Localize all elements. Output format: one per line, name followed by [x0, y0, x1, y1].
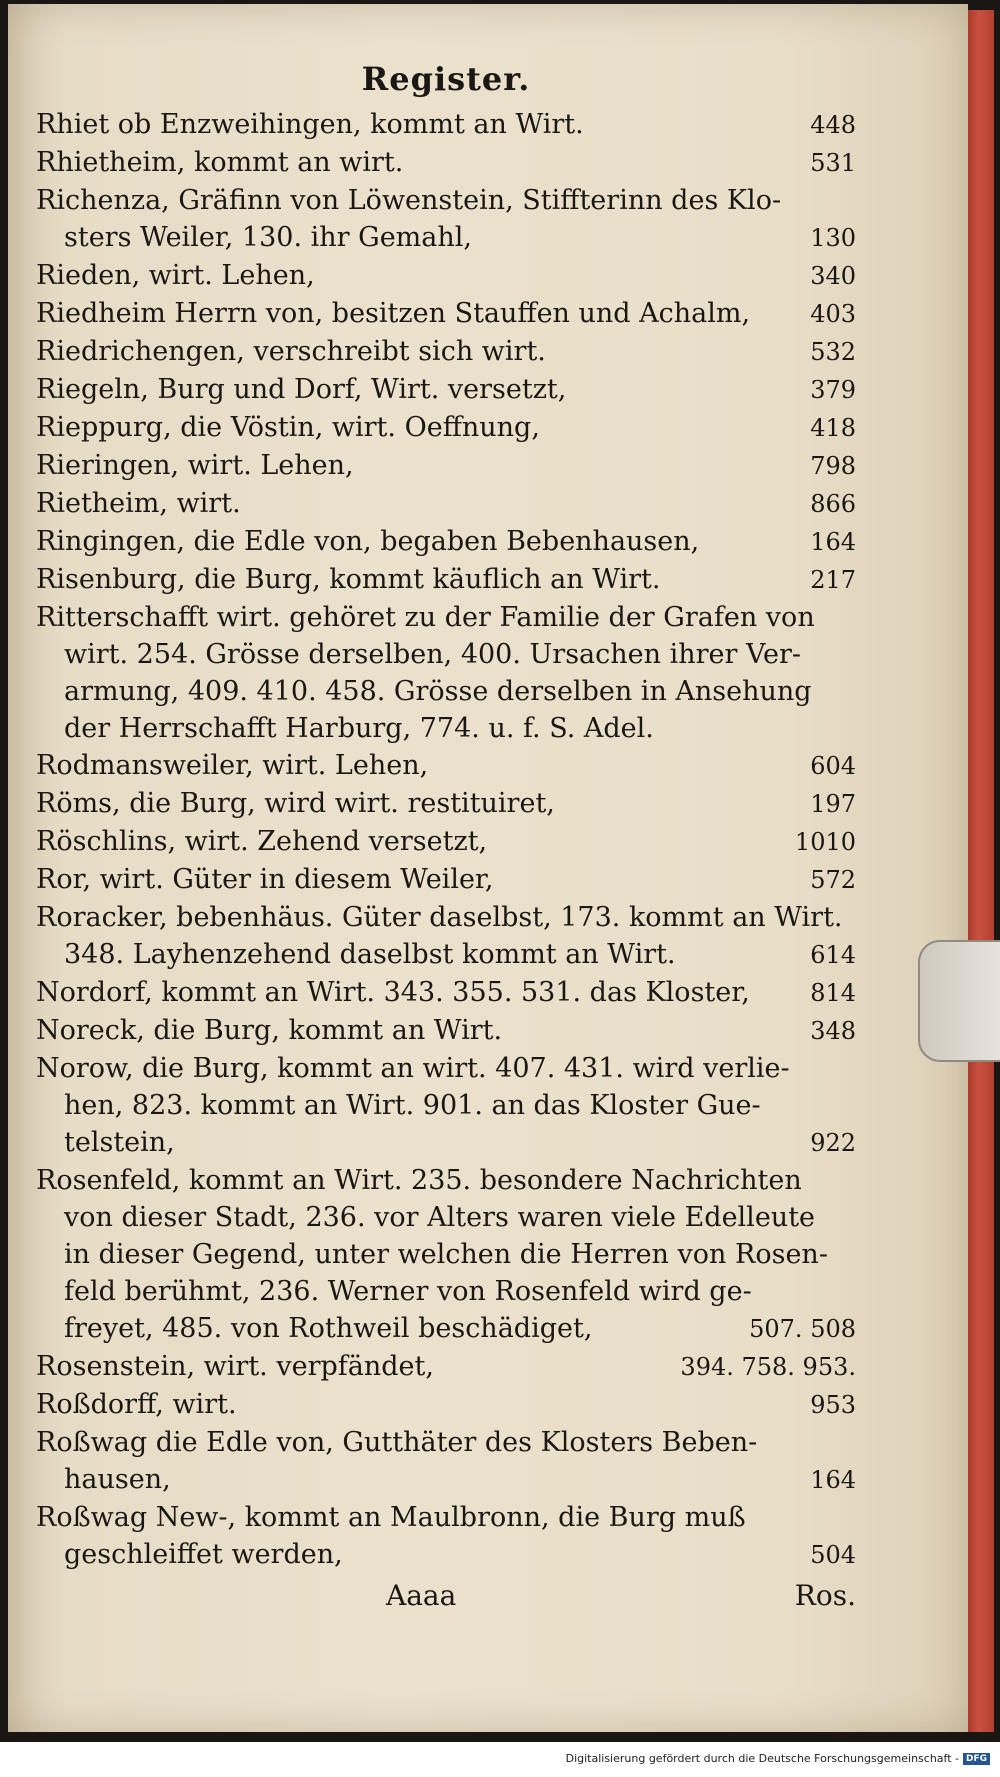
page-reference: 814 — [810, 979, 856, 1007]
credit-line — [566, 1752, 990, 1765]
entry-text: geschleiffet werden, — [64, 1539, 343, 1570]
signature-mark: Aaaa — [386, 1579, 457, 1612]
register-entry — [36, 899, 856, 974]
entry-text: Rhiet ob Enzweihingen, kommt an Wirt. — [36, 109, 584, 140]
entry-text: feld berühmt, 236. Werner von Rosenfeld wird ge- — [64, 1276, 752, 1307]
entry-text: 348. Layhenzehend daselbst kommt an Wirt. — [64, 939, 676, 970]
entry-text: Rieringen, wirt. Lehen, — [36, 450, 354, 481]
entry-line — [36, 1348, 856, 1386]
entry-line — [36, 823, 856, 861]
entry-line — [36, 1424, 856, 1461]
catchword: Ros. — [794, 1579, 856, 1612]
register-entry — [36, 823, 856, 861]
entry-line — [36, 1124, 856, 1162]
page-reference: 1010 — [794, 828, 856, 856]
entry-line — [36, 295, 856, 333]
register-entry — [36, 295, 856, 333]
entry-line — [36, 1536, 856, 1574]
register-entry — [36, 1424, 856, 1499]
entry-line — [36, 936, 856, 974]
register-entry — [36, 1386, 856, 1424]
dfg-logo: DFG — [963, 1753, 990, 1765]
entry-line — [36, 144, 856, 182]
entry-line — [36, 1199, 856, 1236]
register-entry — [36, 485, 856, 523]
entry-text: Noreck, die Burg, kommt an Wirt. — [36, 1015, 503, 1046]
book-edge — [968, 10, 994, 1732]
register-entry — [36, 333, 856, 371]
entry-line — [36, 409, 856, 447]
page-reference: 164 — [810, 528, 856, 556]
register-entry — [36, 1012, 856, 1050]
scan-clip-tab — [918, 940, 1000, 1062]
entry-line — [36, 673, 856, 710]
entry-line — [36, 1461, 856, 1499]
entry-line — [36, 1386, 856, 1424]
page-reference: 531 — [810, 149, 856, 177]
page-reference: 953 — [810, 1391, 856, 1419]
page-reference: 572 — [810, 866, 856, 894]
entry-line — [36, 1162, 856, 1199]
page-reference: 532 — [810, 338, 856, 366]
entry-text: Röms, die Burg, wird wirt. restituiret, — [36, 788, 555, 819]
entry-text: Roßwag die Edle von, Gutthäter des Klosters Beben- — [36, 1427, 758, 1458]
entry-text: freyet, 485. von Rothweil beschädiget, — [64, 1313, 593, 1344]
entry-line — [36, 599, 856, 636]
entry-text: hen, 823. kommt an Wirt. 901. an das Kloster Gue- — [64, 1090, 761, 1121]
entry-line — [36, 371, 856, 409]
page-reference: 403 — [810, 300, 856, 328]
entry-text: Rodmansweiler, wirt. Lehen, — [36, 750, 429, 781]
entry-text: armung, 409. 410. 458. Grösse derselben in Ansehung — [64, 676, 812, 707]
register-entry — [36, 785, 856, 823]
register-entry — [36, 257, 856, 295]
register-entry — [36, 106, 856, 144]
entry-text: Ror, wirt. Güter in diesem Weiler, — [36, 864, 494, 895]
register-entry — [36, 371, 856, 409]
entry-line — [36, 785, 856, 823]
entry-text: in dieser Gegend, unter welchen die Herren von Rosen- — [64, 1239, 828, 1270]
entry-text: Ritterschafft wirt. gehöret zu der Familie der Grafen von — [36, 602, 815, 633]
entry-line — [36, 447, 856, 485]
register-entry — [36, 409, 856, 447]
entry-text: Richenza, Gräfinn von Löwenstein, Stiffterinn des Klo- — [36, 185, 782, 216]
entry-line — [36, 1310, 856, 1348]
register-entry — [36, 1162, 856, 1348]
entry-text: hausen, — [64, 1464, 171, 1495]
page-reference: 394. 758. 953. — [680, 1353, 856, 1381]
entry-line — [36, 561, 856, 599]
page-reference: 348 — [810, 1017, 856, 1045]
page-footer — [36, 1576, 856, 1616]
entry-text: sters Weiler, 130. ihr Gemahl, — [64, 222, 472, 253]
entry-line — [36, 1236, 856, 1273]
entry-line — [36, 861, 856, 899]
page-reference: 507. 508 — [749, 1315, 856, 1343]
register-entry — [36, 974, 856, 1012]
entry-line — [36, 219, 856, 257]
register-entry — [36, 1499, 856, 1574]
entry-text: Riedheim Herrn von, besitzen Stauffen und Achalm, — [36, 298, 751, 329]
entry-line — [36, 636, 856, 673]
entry-text: Rosenfeld, kommt an Wirt. 235. besondere Nachrichten — [36, 1165, 802, 1196]
register-entry — [36, 447, 856, 485]
page-reference: 614 — [810, 941, 856, 969]
entry-line — [36, 485, 856, 523]
entry-line — [36, 523, 856, 561]
entry-line — [36, 1050, 856, 1087]
entry-text: von dieser Stadt, 236. vor Alters waren viele Edelleute — [64, 1202, 816, 1233]
entry-text: Riegeln, Burg und Dorf, Wirt. versetzt, — [36, 374, 567, 405]
entry-line — [36, 182, 856, 219]
entry-text: telstein, — [64, 1127, 175, 1158]
entry-text: wirt. 254. Grösse derselben, 400. Ursachen ihrer Ver- — [64, 639, 802, 670]
register-entry — [36, 561, 856, 599]
register-text — [36, 60, 856, 1616]
entry-text: Roracker, bebenhäus. Güter daselbst, 173. kommt an Wirt. — [36, 902, 843, 933]
entry-text: Rosenstein, wirt. verpfändet, — [36, 1351, 434, 1382]
entry-line — [36, 1499, 856, 1536]
register-entry — [36, 523, 856, 561]
entry-line — [36, 1273, 856, 1310]
page-reference: 217 — [810, 566, 856, 594]
entry-text: Ringingen, die Edle von, begaben Bebenhausen, — [36, 526, 700, 557]
entry-text: Roßwag New-, kommt an Maulbronn, die Burg muß — [36, 1502, 746, 1533]
entry-text: Nordorf, kommt an Wirt. 343. 355. 531. das Kloster, — [36, 977, 750, 1008]
entry-text: Rhietheim, kommt an wirt. — [36, 147, 404, 178]
entry-line — [36, 899, 856, 936]
entry-text: Rieppurg, die Vöstin, wirt. Oeffnung, — [36, 412, 540, 443]
register-entry — [36, 182, 856, 257]
page-reference: 604 — [810, 752, 856, 780]
entry-text: der Herrschafft Harburg, 774. u. f. S. Adel. — [64, 713, 654, 744]
page-reference: 130 — [810, 224, 856, 252]
page-reference: 798 — [810, 452, 856, 480]
page-reference: 866 — [810, 490, 856, 518]
page-reference: 164 — [810, 1466, 856, 1494]
entry-line — [36, 257, 856, 295]
register-entry — [36, 747, 856, 785]
page-reference: 504 — [810, 1541, 856, 1569]
entry-text: Röschlins, wirt. Zehend versetzt, — [36, 826, 488, 857]
entry-list — [36, 106, 856, 1574]
page-reference: 922 — [810, 1129, 856, 1157]
credit-text: Digitalisierung gefördert durch die Deutsche Forschungsgemeinschaft - — [565, 1752, 959, 1765]
entry-text: Risenburg, die Burg, kommt käuflich an Wirt. — [36, 564, 661, 595]
register-entry — [36, 599, 856, 747]
entry-line — [36, 710, 856, 747]
page-reference: 448 — [810, 111, 856, 139]
entry-text: Rietheim, wirt. — [36, 488, 241, 519]
entry-text: Roßdorff, wirt. — [36, 1389, 237, 1420]
page-reference: 418 — [810, 414, 856, 442]
register-entry — [36, 144, 856, 182]
entry-line — [36, 106, 856, 144]
page-reference: 197 — [810, 790, 856, 818]
register-entry — [36, 1348, 856, 1386]
entry-line — [36, 747, 856, 785]
register-entry — [36, 861, 856, 899]
entry-line — [36, 1087, 856, 1124]
page-reference: 379 — [810, 376, 856, 404]
entry-line — [36, 333, 856, 371]
page-reference: 340 — [810, 262, 856, 290]
entry-text: Rieden, wirt. Lehen, — [36, 260, 315, 291]
entry-text: Norow, die Burg, kommt an wirt. 407. 431. wird verlie- — [36, 1053, 790, 1084]
entry-line — [36, 1012, 856, 1050]
entry-line — [36, 974, 856, 1012]
page-title: Register. — [361, 60, 531, 98]
entry-text: Riedrichengen, verschreibt sich wirt. — [36, 336, 546, 367]
register-entry — [36, 1050, 856, 1162]
